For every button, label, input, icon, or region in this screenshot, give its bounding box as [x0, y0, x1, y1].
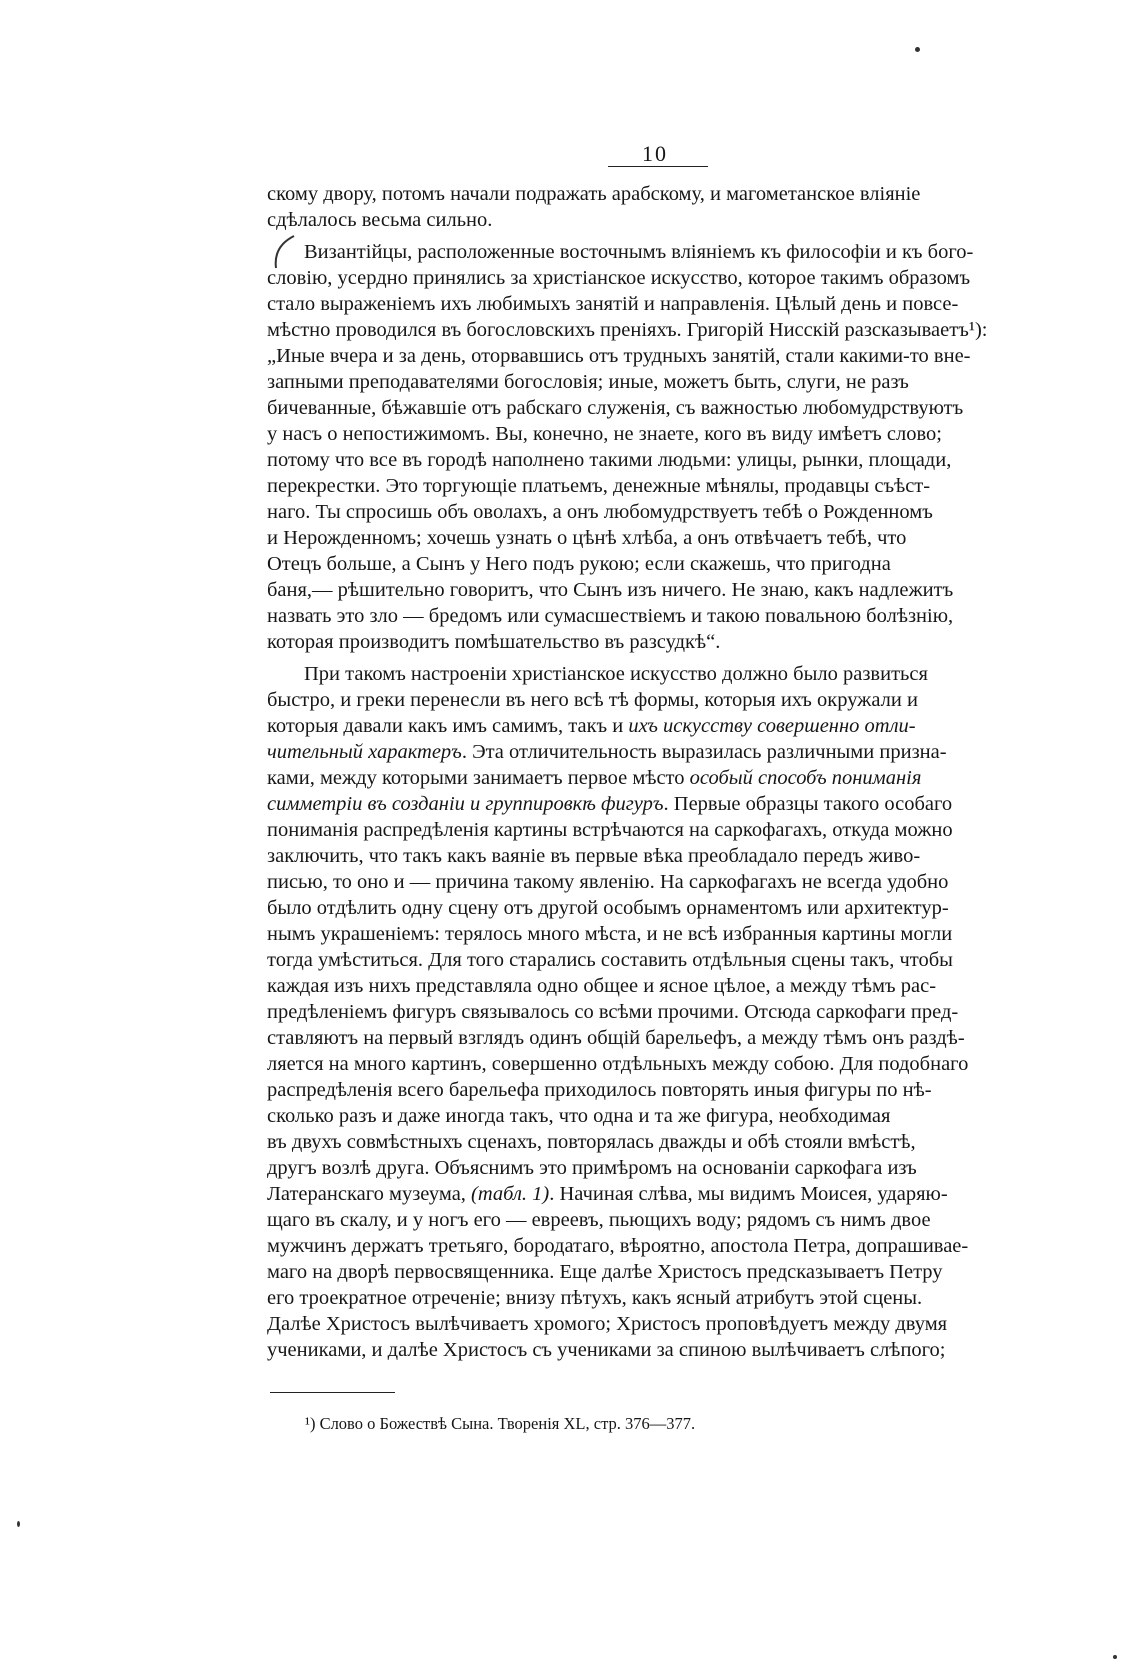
emphasis-text: чительный характеръ [267, 741, 462, 763]
text-line: ками, между которыми занимаетъ первое мѣсто [267, 767, 690, 789]
text-line: Отецъ больше, а Сынъ у Него подъ рукою; если скажешь, что пригодна [267, 553, 891, 575]
text-line: въ двухъ совмѣстныхъ сценахъ, повторялась дважды и обѣ стояли вмѣстѣ, [267, 1131, 916, 1153]
emphasis-text: ихъ искусству совершенно отли- [628, 715, 916, 737]
text-line: маго на дворѣ первосвященника. Еще далѣе Христосъ предсказываетъ Петру [267, 1261, 943, 1283]
text-line: запными преподавателями богословія; иные, можетъ быть, слуги, не разъ [267, 371, 909, 393]
scan-speck [1113, 1655, 1117, 1659]
emphasis-text: симметріи въ созданіи и группировкѣ фигуръ [267, 793, 664, 815]
text-line: тогда умѣститься. Для того старались составить отдѣльныя сцены такъ, чтобы [267, 949, 953, 971]
text-line: пониманія распредѣленія картины встрѣчаются на саркофагахъ, откуда можно [267, 819, 953, 841]
text-line: сколько разъ и даже иногда такъ, что одна и та же фигура, необходимая [267, 1105, 891, 1127]
text-line: сдѣлалось весьма сильно. [267, 209, 493, 231]
footnote-rule [270, 1392, 395, 1393]
text-line: назвать это зло — бредомъ или сумасшествіемъ и такою повальною болѣзнію, [267, 605, 954, 627]
main-text [267, 181, 1050, 1363]
text-line: было отдѣлить одну сцену отъ другой особымъ орнаментомъ или архитектур- [267, 897, 949, 919]
text-line: его троекратное отреченіе; внизу пѣтухъ, какъ ясный атрибутъ этой сцены. [267, 1287, 923, 1309]
text-line: мужчинъ держатъ третьяго, бородатаго, вѣроятно, апостола Петра, допрашивае- [267, 1235, 969, 1257]
scan-speck [915, 47, 920, 52]
text-line: словію, усердно принялись за христіанское искусство, которое такимъ образомъ [267, 267, 971, 289]
text-line: у насъ о непостижимомъ. Вы, конечно, не знаете, кого въ виду имѣетъ слово; [267, 423, 942, 445]
text-line: учениками, и далѣе Христосъ съ учениками за спиною вылѣчиваетъ слѣпого; [267, 1339, 946, 1361]
paragraph-1 [267, 181, 1050, 233]
text-line: писью, то оно и — причина такому явленію. На саркофагахъ не всегда удобно [267, 871, 949, 893]
text-line: ставляютъ на первый взглядъ одинъ общій барельефъ, а между тѣмъ онъ раздѣ- [267, 1027, 965, 1049]
emphasis-text: особый способъ пониманія [689, 767, 922, 789]
text-line: . Первые образцы такого особаго [663, 793, 953, 815]
text-line: Далѣе Христосъ вылѣчиваетъ хромого; Христосъ проповѣдуетъ между двумя [267, 1313, 948, 1335]
table-reference: (табл. 1) [471, 1183, 550, 1205]
text-line: мѣстно проводился въ богословскихъ преніяхъ. Григорій Нисскій разсказываетъ¹): [267, 319, 988, 341]
text-line: другъ возлѣ друга. Объяснимъ это примѣромъ на основаніи саркофага изъ [267, 1157, 917, 1179]
text-line: заключить, что такъ какъ ваяніе въ первые вѣка преобладало передъ живо- [267, 845, 921, 867]
text-line: Латеранскаго музеума, [267, 1183, 472, 1205]
text-line: бичеванные, бѣжавшіе отъ рабскаго служенія, съ важностью любомудрствуютъ [267, 397, 964, 419]
text-line: быстро, и греки перенесли въ него всѣ тѣ формы, которыя ихъ окружали и [267, 689, 918, 711]
page-number: 10 [642, 141, 668, 166]
text-line: нымъ украшеніемъ: терялось много мѣста, и не всѣ избранныя картины могли [267, 923, 953, 945]
text-line: которая производитъ помѣшательство въ разсудкѣ“. [267, 631, 721, 653]
text-line: Византійцы, расположенные восточнымъ вліяніемъ къ философіи и къ бого- [304, 241, 974, 263]
text-line: „Иные вчера и за день, оторвавшись отъ трудныхъ занятій, стали какими-то вне- [267, 345, 971, 367]
text-line: ляется на много картинъ, совершенно отдѣльныхъ между собою. Для подобнаго [267, 1053, 969, 1075]
footnote: ¹) Слово о Божествѣ Сына. Творенія XL, стр. 376—377. [305, 1414, 696, 1433]
text-line: каждая изъ нихъ представляла одно общее и ясное цѣлое, а между тѣмъ рас- [267, 975, 937, 997]
text-line: баня,— рѣшительно говоритъ, что Сынъ изъ ничего. Не знаю, какъ надлежитъ [267, 579, 954, 601]
page-number-rule [608, 166, 708, 167]
text-line: распредѣленія всего барельефа приходилось повторять иныя фигуры по нѣ- [267, 1079, 932, 1101]
text-line: скому двору, потомъ начали подражать арабскому, и магометанское вліяніе [267, 183, 921, 205]
scan-speck [17, 1521, 20, 1527]
text-line: . Эта отличительность выразилась различными призна- [461, 741, 947, 763]
text-line: предѣленіемъ фигуръ связывалось со всѣми прочими. Отсюда саркофаги пред- [267, 1001, 959, 1023]
paragraph-2 [267, 239, 1050, 655]
text-line: перекрестки. Это торгующіе платьемъ, денежные мѣнялы, продавцы съѣст- [267, 475, 931, 497]
text-line: щаго въ скалу, и у ногъ его — евреевъ, пьющихъ воду; рядомъ съ нимъ двое [267, 1209, 931, 1231]
text-line: При такомъ настроеніи христіанское искусство должно было развиться [304, 663, 928, 685]
paragraph-3 [267, 661, 1050, 1363]
text-line: . Начиная слѣва, мы видимъ Моисея, ударяю- [549, 1183, 948, 1205]
text-line: и Нерожденномъ; хочешь узнать о цѣнѣ хлѣба, а онъ отвѣчаетъ тебѣ, что [267, 527, 907, 549]
text-line: стало выраженіемъ ихъ любимыхъ занятій и направленія. Цѣлый день и повсе- [267, 293, 959, 315]
text-line: наго. Ты спросишь объ оволахъ, а онъ любомудрствуетъ тебѣ о Рожденномъ [267, 501, 933, 523]
text-line: потому что все въ городѣ наполнено такими людьми: улицы, рынки, площади, [267, 449, 952, 471]
text-line: которыя давали какъ имъ самимъ, такъ и [267, 715, 629, 737]
